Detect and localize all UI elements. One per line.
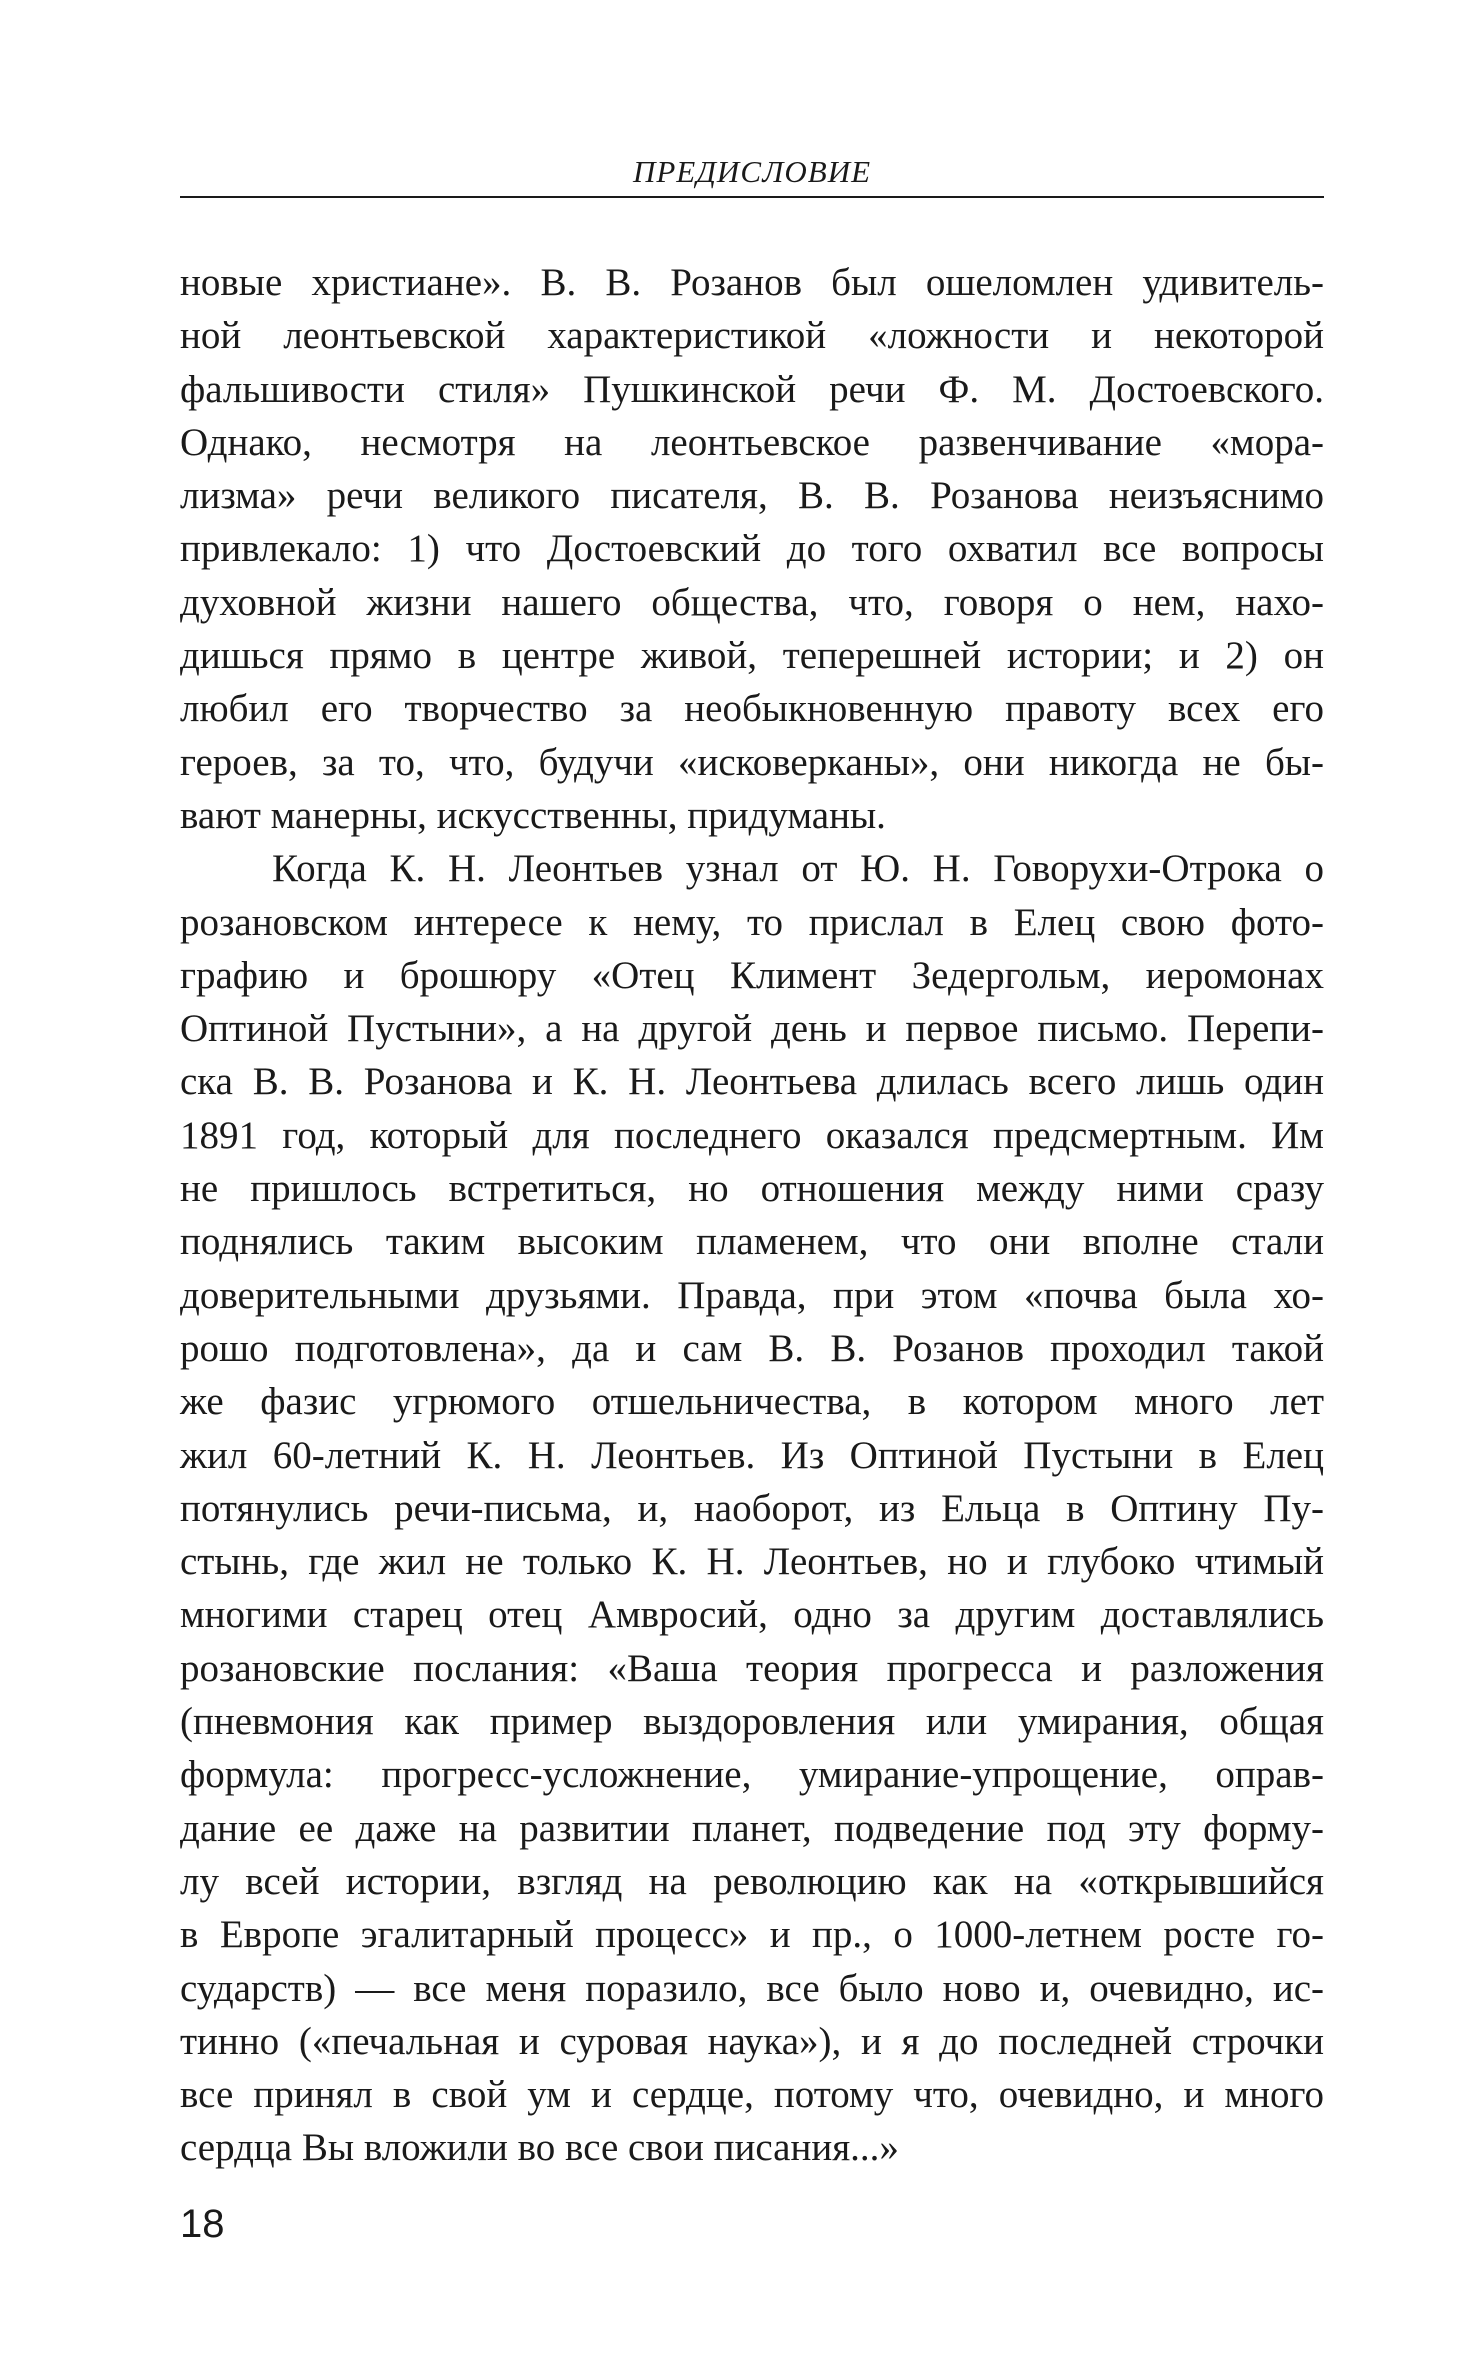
text-line: жил 60-летний К. Н. Леонтьев. Из Оптиной Пустыни в Елец [180,1433,1324,1477]
text-line: фальшивости стиля» Пушкинской речи Ф. М. Достоевского. [180,367,1324,411]
text-line: новые христиане». В. В. Розанов был ошеломлен удивитель- [180,261,1324,304]
body-text [180,256,1324,2175]
text-line: графию и брошюру «Отец Климент Зедергольм, иеромонах [180,953,1324,997]
text-line: сердца Вы вложили во все свои писания...» [180,2126,899,2170]
paragraph [180,256,1324,842]
text-line: дишься прямо в центре живой, теперешней истории; и 2) он [180,634,1324,678]
text-line: духовной жизни нашего общества, что, говоря о нем, нахо- [180,580,1324,624]
text-line: дание ее даже на развитии планет, подведение под эту форму- [180,1806,1324,1850]
text-line: стынь, где жил не только К. Н. Леонтьев, но и глубоко чтимый [180,1540,1324,1584]
text-line: ной леонтьевской характеристикой «ложности и некоторой [180,314,1324,358]
text-line: не пришлось встретиться, но отношения между ними сразу [180,1167,1324,1211]
text-line: сударств) — все меня поразило, все было ново и, очевидно, ис- [180,1966,1324,2010]
text-line: лу всей истории, взгляд на революцию как на «открывшийся [180,1859,1324,1903]
text-line: ска В. В. Розанова и К. Н. Леонтьева длилась всего лишь один [180,1060,1324,1104]
text-line: 1891 год, который для последнего оказался предсмертным. Им [180,1113,1324,1157]
running-title: ПРЕДИСЛОВИЕ [632,154,872,189]
text-line: в Европе эгалитарный процесс» и пр., о 1000-летнем росте го- [180,1913,1324,1957]
text-line: Оптиной Пустыни», а на другой день и первое письмо. Перепи- [180,1007,1324,1051]
text-line: привлекало: 1) что Достоевский до того охватил все вопросы [180,527,1324,571]
text-line: формула: прогресс-усложнение, умирание-упрощение, оправ- [180,1753,1324,1797]
text-line: розановские послания: «Ваша теория прогресса и разложения [180,1646,1324,1690]
text-line: любил его творчество за необыкновенную правоту всех его [180,687,1324,731]
header-rule [180,196,1324,198]
text-line: все принял в свой ум и сердце, потому что, очевидно, и много [180,2073,1324,2117]
text-line: доверительными друзьями. Правда, при этом «почва была хо- [180,1273,1324,1317]
text-line: вают манерны, искусственны, придуманы. [180,793,886,837]
text-line: потянулись речи-письма, и, наоборот, из Ельца в Оптину Пу- [180,1486,1324,1530]
paragraph [180,842,1324,2174]
text-line: многими старец отец Амвросий, одно за другим доставлялись [180,1593,1324,1637]
text-line: рошо подготовлена», да и сам В. В. Розанов проходил такой [180,1326,1324,1370]
text-line: (пневмония как пример выздоровления или умирания, общая [180,1700,1324,1744]
text-line: Когда К. Н. Леонтьев узнал от Ю. Н. Говорухи-Отрока о [272,847,1324,891]
text-line: лизма» речи великого писателя, В. В. Розанова неизъяснимо [180,474,1324,518]
text-line: же фазис угрюмого отшельничества, в котором много лет [180,1380,1324,1424]
text-line: тинно («печальная и суровая наука»), и я до последней строчки [180,2019,1324,2063]
page-number: 18 [180,2202,225,2246]
text-line: розановском интересе к нему, то прислал в Елец свою фото- [180,900,1324,944]
text-line: героев, за то, что, будучи «исковерканы», они никогда не бы- [180,740,1324,784]
text-line: поднялись таким высоким пламенем, что они вполне стали [180,1220,1324,1264]
text-line: Однако, несмотря на леонтьевское развенчивание «мора- [180,420,1324,464]
